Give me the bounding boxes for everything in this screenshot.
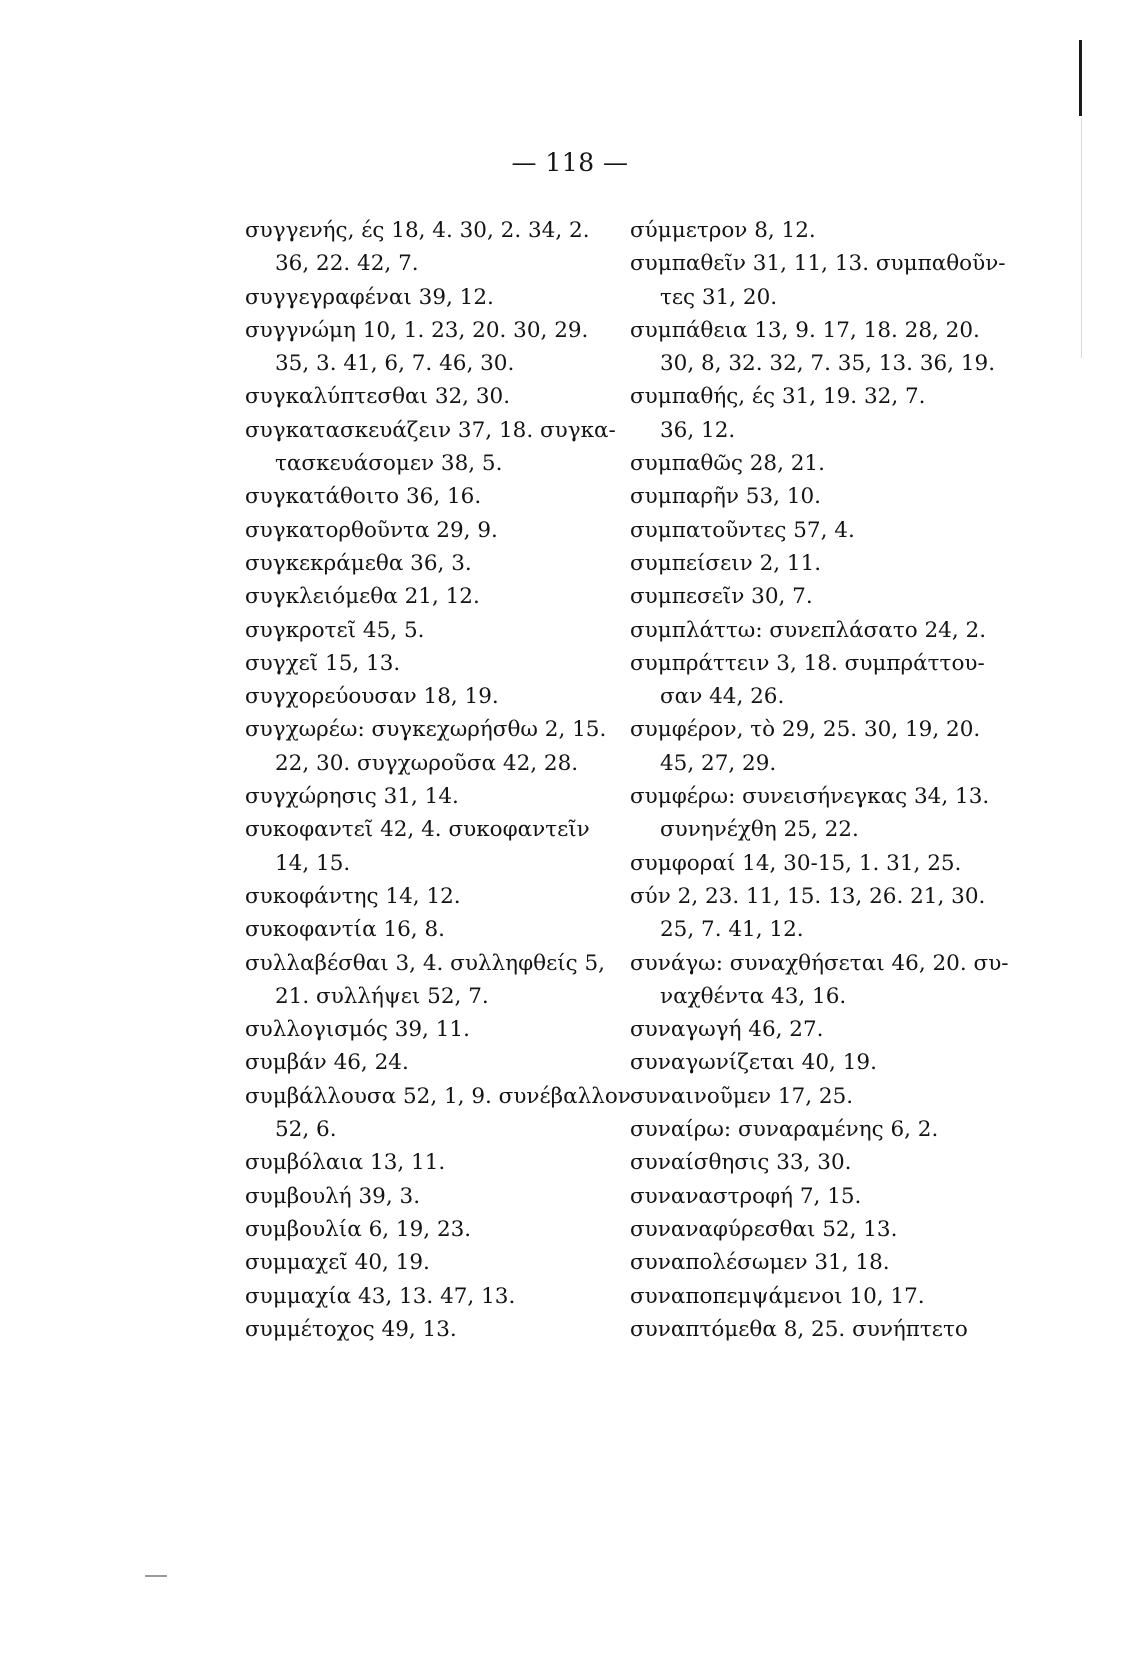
index-entry-line: 22, 30. συγχωροῦσα 42, 28. (275, 750, 579, 776)
index-entry-line: συναπολέσωμεν 31, 18. (630, 1250, 890, 1276)
index-entry-line: συγκεκράμεθα 36, 3. (245, 550, 472, 576)
index-entry-line: 36, 22. 42, 7. (275, 251, 419, 277)
index-entry-line: συγκλειόμεθα 21, 12. (245, 584, 480, 610)
index-entry-line: συμπείσειν 2, 11. (630, 550, 822, 576)
index-entry-line: 21. συλλήψει 52, 7. (275, 983, 489, 1009)
index-entry-line: σαν 44, 26. (660, 684, 785, 710)
index-entry-line: συμπάθεια 13, 9. 17, 18. 28, 20. (630, 317, 980, 343)
index-entry-line: συμμαχεῖ 40, 19. (245, 1250, 430, 1276)
index-entry-line: συναγωνίζεται 40, 19. (630, 1050, 877, 1076)
index-entry-line: συγκατάθοιτο 36, 16. (245, 484, 482, 510)
index-entry-line: συγχωρέω: συγκεχωρήσθω 2, 15. (245, 717, 607, 743)
index-entry-line: συμβάλλουσα 52, 1, 9. συνέβαλλον (245, 1083, 631, 1109)
index-entry-line: συγχεῖ 15, 13. (245, 650, 401, 676)
index-entry-line: συμπράττειν 3, 18. συμπράττου- (630, 650, 985, 676)
index-entry-line: συμμαχία 43, 13. 47, 13. (245, 1283, 516, 1309)
page-number: — 118 — (511, 148, 629, 177)
index-entry-line: συναγωγή 46, 27. (630, 1017, 824, 1043)
index-column-left (245, 214, 631, 1346)
index-entry-line: 36, 12. (660, 417, 736, 443)
index-entry-line: συγγενής, ές 18, 4. 30, 2. 34, 2. (245, 218, 590, 243)
index-entry-line: συμφέρω: συνεισήνεγκας 34, 13. (630, 784, 990, 810)
index-entry-line: 52, 6. (275, 1117, 337, 1143)
index-entry-line: συμμέτοχος 49, 13. (245, 1316, 457, 1342)
index-entry-line: συμπαθῶς 28, 21. (630, 451, 825, 477)
index-entry-line: 14, 15. (275, 850, 351, 876)
index-entry-line: 35, 3. 41, 6, 7. 46, 30. (275, 351, 515, 377)
index-entry-line: συγχορεύουσαν 18, 19. (245, 684, 499, 710)
index-entry-line: συλλαβέσθαι 3, 4. συλληφθείς 5, (245, 950, 606, 976)
index-entry-line: συναπτόμεθα 8, 25. συνήπτετο (630, 1316, 968, 1342)
index-entry-line: συναινοῦμεν 17, 25. (630, 1083, 854, 1109)
index-entry-line: συναίσθησις 33, 30. (630, 1150, 852, 1176)
index-entry-line: συγκατασκευάζειν 37, 18. συγκα- (245, 417, 616, 443)
index-entry-line: συμπαρῆν 53, 10. (630, 484, 822, 510)
index-entry-line: συγχώρησις 31, 14. (245, 784, 459, 810)
index-entry-line: συμπλάττω: συνεπλάσατο 24, 2. (630, 617, 987, 643)
index-entry-line: συμβουλή 39, 3. (245, 1183, 421, 1209)
index-entry-line: συκοφαντεῖ 42, 4. συκοφαντεῖν (245, 817, 590, 843)
index-entry-line: συμπαθεῖν 31, 11, 13. συμπαθοῦν- (630, 251, 1006, 277)
index-entry-line: συμπατοῦντες 57, 4. (630, 517, 855, 543)
index-entry-line: συναναστροφή 7, 15. (630, 1183, 862, 1209)
index-entry-line: συμπαθής, ές 31, 19. 32, 7. (630, 384, 926, 410)
index-entry-line: συμβάν 46, 24. (245, 1050, 409, 1076)
index-entry-line: 45, 27, 29. (660, 750, 777, 776)
index-entry-line: ναχθέντα 43, 16. (660, 983, 847, 1009)
index-entry-line: συγκατορθοῦντα 29, 9. (245, 517, 498, 543)
page-edge-mark (1079, 40, 1082, 116)
index-entry-line: συναποπεμψάμενοι 10, 17. (630, 1283, 925, 1309)
index-entry-line: συνάγω: συναχθήσεται 46, 20. συ- (630, 950, 1009, 976)
index-entry-line: 30, 8, 32. 32, 7. 35, 13. 36, 19. (660, 351, 996, 377)
index-entry-line: συμβουλία 6, 19, 23. (245, 1216, 472, 1242)
index-entry-line: συγκροτεῖ 45, 5. (245, 617, 425, 643)
index-entry-line: συλλογισμός 39, 11. (245, 1017, 470, 1043)
index-entry-line: σύν 2, 23. 11, 15. 13, 26. 21, 30. (630, 883, 986, 909)
index-entry-line: συναίρω: συναραμένης 6, 2. (630, 1117, 939, 1143)
index-entry-line: σύμμετρον 8, 12. (630, 218, 816, 243)
index-entry-line: 25, 7. 41, 12. (660, 917, 804, 943)
index-entry-line: τες 31, 20. (660, 284, 778, 310)
index-entry-line: συμβόλαια 13, 11. (245, 1150, 446, 1176)
index-entry-line: τασκευάσομεν 38, 5. (275, 451, 503, 477)
index-entry-line: συμφοραί 14, 30-15, 1. 31, 25. (630, 850, 962, 876)
index-entry-line: συγγεγραφέναι 39, 12. (245, 284, 494, 310)
index-entry-line: συμπεσεῖν 30, 7. (630, 584, 813, 610)
index-column-right (630, 214, 1009, 1346)
index-entry-line: συναναφύρεσθαι 52, 13. (630, 1216, 898, 1242)
index-entry-line: συγγνώμη 10, 1. 23, 20. 30, 29. (245, 317, 589, 343)
margin-mark (145, 1575, 167, 1577)
index-entry-line: συκοφάντης 14, 12. (245, 883, 461, 909)
index-entry-line: συκοφαντία 16, 8. (245, 917, 445, 943)
index-entry-line: συνηνέχθη 25, 22. (660, 817, 859, 843)
index-entry-line: συμφέρον, τὸ 29, 25. 30, 19, 20. (630, 717, 981, 743)
index-entry-line: συγκαλύπτεσθαι 32, 30. (245, 384, 511, 410)
